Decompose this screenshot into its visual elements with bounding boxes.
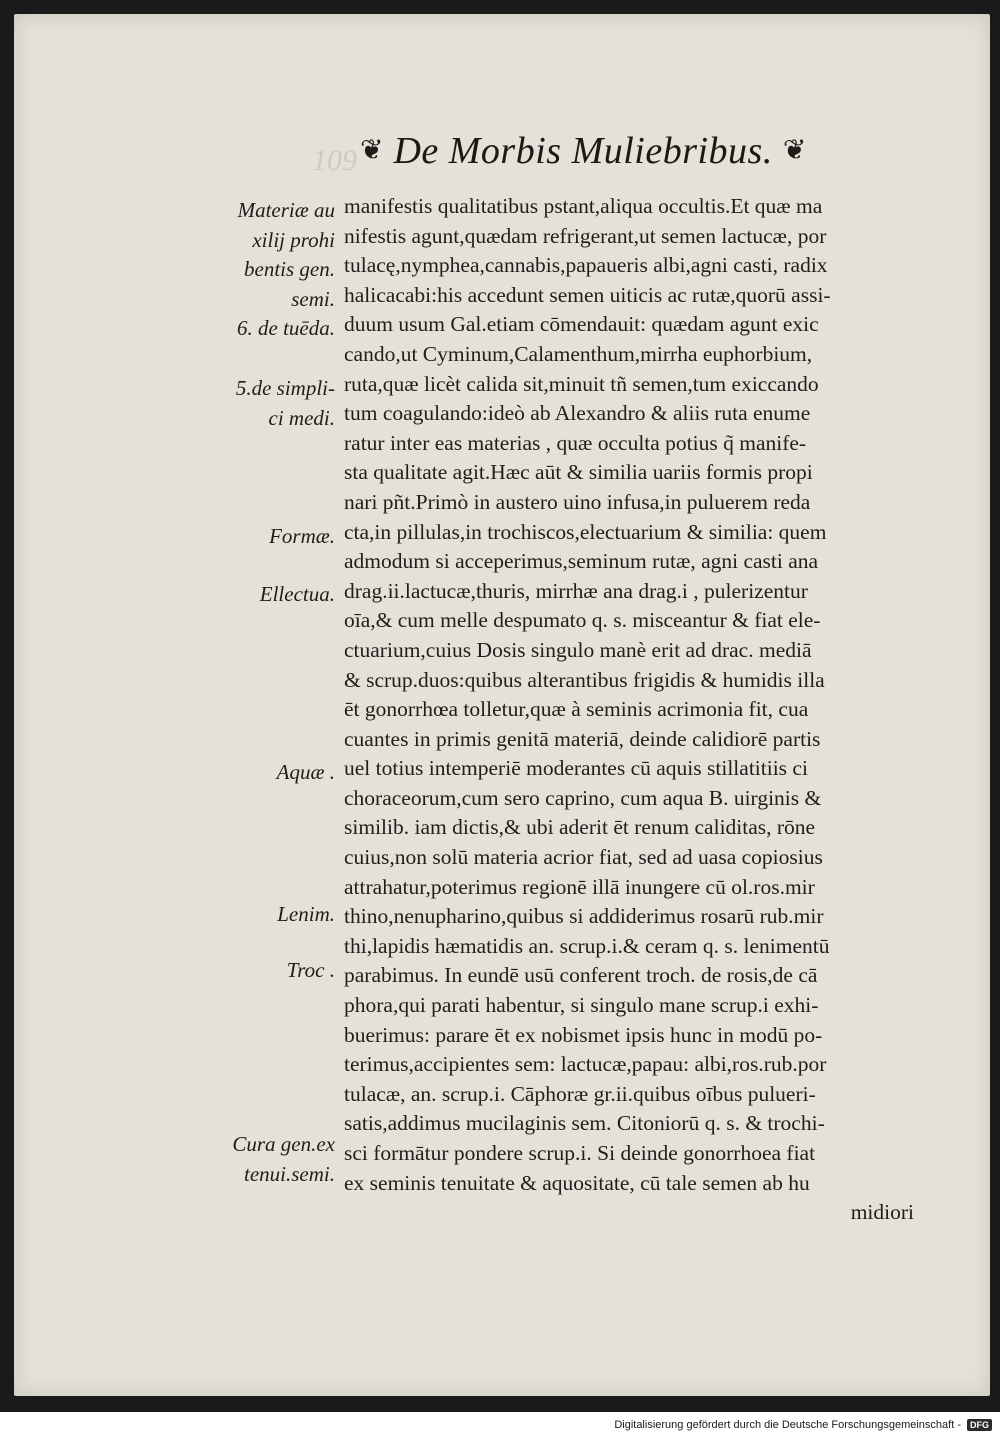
- footer-bar: [0, 1412, 1000, 1437]
- text-line: drag.ii.lactucæ,thuris, mirrhæ ana drag.i , pulerizentur: [344, 578, 808, 603]
- fleuron-left-icon: ❦: [360, 135, 384, 166]
- dfg-logo-icon: DFG: [967, 1419, 992, 1431]
- text-line: nifestis agunt,quædam refrigerant,ut semen lactucæ, por: [344, 223, 827, 248]
- text-line: ctuarium,cuius Dosis singulo manè erit ad drac. mediā: [344, 637, 812, 662]
- text-line: ruta,quæ licèt calida sit,minuit tñ semen,tum exiccando: [344, 371, 819, 396]
- text-line: cuius,non solū materia acrior fiat, sed ad uasa copiosius: [344, 845, 823, 870]
- text-line: halicacabi:his accedunt semen uiticis ac rutæ,quorū assi-: [344, 282, 831, 307]
- text-line: tulacæ, an. scrup.i. Cāphoræ gr.ii.quibus oībus pulueri-: [344, 1081, 816, 1106]
- margin-note: Troc .: [286, 958, 335, 982]
- margin-note: Formæ.: [269, 524, 335, 548]
- text-line: choraceorum,cum sero caprino, cum aqua B. uirginis &: [344, 785, 822, 810]
- bleed-through-page-number: 109: [312, 144, 357, 177]
- margin-note: Ellectua.: [259, 582, 335, 606]
- text-line: ratur inter eas materias , quæ occulta potius q̃ manife-: [344, 430, 807, 455]
- text-line: nari pñt.Primò in austero uino infusa,in puluerem reda: [344, 489, 811, 514]
- margin-note: Aquæ .: [276, 760, 335, 784]
- text-line: ēt gonorrhœa tolletur,quæ à seminis acrimonia fit, cua: [344, 697, 809, 722]
- text-line: admodum si acceperimus,seminum rutæ, agni casti ana: [344, 549, 819, 574]
- funding-notice: Digitalisierung gefördert durch die Deutsche Forschungsgemeinschaft -: [614, 1418, 961, 1431]
- text-line: attrahatur,poterimus regionē illā inungere cū ol.ros.mir: [344, 874, 815, 899]
- text-line: ex seminis tenuitate & aquositate, cū tale semen ab hu: [344, 1170, 810, 1195]
- text-line: phora,qui parati habentur, si singulo mane scrup.i exhi-: [344, 993, 819, 1018]
- margin-note: 6. de tuēda.: [237, 316, 335, 340]
- text-line: tum coagulando:ideò ab Alexandro & aliis ruta enume: [344, 401, 811, 426]
- text-line: thino,nenupharino,quibus si addiderimus rosarū rub.mir: [344, 904, 824, 929]
- margin-note: Lenim.: [277, 902, 335, 926]
- margin-note: 5.de simpli- ci medi.: [235, 376, 335, 430]
- text-line: satis,addimus mucilaginis sem. Citoniorū q. s. & trochi-: [344, 1111, 825, 1136]
- fleuron-right-icon: ❦: [782, 135, 807, 166]
- text-line: cando,ut Cyminum,Calamenthum,mirrha euphorbium,: [344, 341, 813, 366]
- catchword: midiori: [850, 1200, 914, 1225]
- text-line: manifestis qualitatibus pstant,aliqua occultis.Et quæ ma: [344, 194, 823, 218]
- text-line: similib. iam dictis,& ubi aderit ēt renum caliditas, rōne: [344, 815, 816, 840]
- text-line: & scrup.duos:quibus alterantibus frigidis & humidis illa: [344, 667, 825, 692]
- text-line: uel totius intemperiē moderantes cū aquis stillatitiis ci: [344, 756, 808, 781]
- text-line: cuantes in primis genitā materiā, deinde calidiorē partis: [344, 726, 821, 751]
- running-header: [360, 126, 880, 176]
- text-line: cta,in pillulas,in trochiscos,electuarium & similia: quem: [344, 519, 827, 544]
- text-line: tulacę,nymphea,cannabis,papaueris albi,agni casti, radix: [344, 253, 828, 278]
- text-line: sta qualitate agit.Hæc aūt & similia uariis formis propi: [344, 460, 813, 485]
- main-text-block: [344, 192, 952, 1228]
- text-line: terimus,accipientes sem: lactucæ,papau: albi,ros.rub.por: [344, 1052, 827, 1077]
- text-line: duum usum Gal.etiam cōmendauit: quædam agunt exic: [344, 312, 819, 337]
- page-title: De Morbis Muliebribus.: [393, 130, 773, 172]
- marginal-notes: [190, 192, 335, 1192]
- text-line: parabimus. In eundē usū conferent troch. de rosis,de cā: [344, 963, 818, 988]
- text-line: sci formātur pondere scrup.i. Si deinde gonorrhoea fiat: [344, 1141, 816, 1165]
- text-line: thi,lapidis hæmatidis an. scrup.i.& ceram q. s. lenimentū: [344, 933, 830, 958]
- text-line: oīa,& cum melle despumato q. s. misceantur & fiat ele-: [344, 608, 821, 633]
- margin-note: Cura gen.ex tenui.semi.: [232, 1132, 335, 1186]
- text-line: buerimus: parare ēt ex nobismet ipsis hunc in modū po-: [344, 1022, 823, 1047]
- margin-note: Materiæ au xilij prohi bentis gen. semi.: [237, 198, 335, 311]
